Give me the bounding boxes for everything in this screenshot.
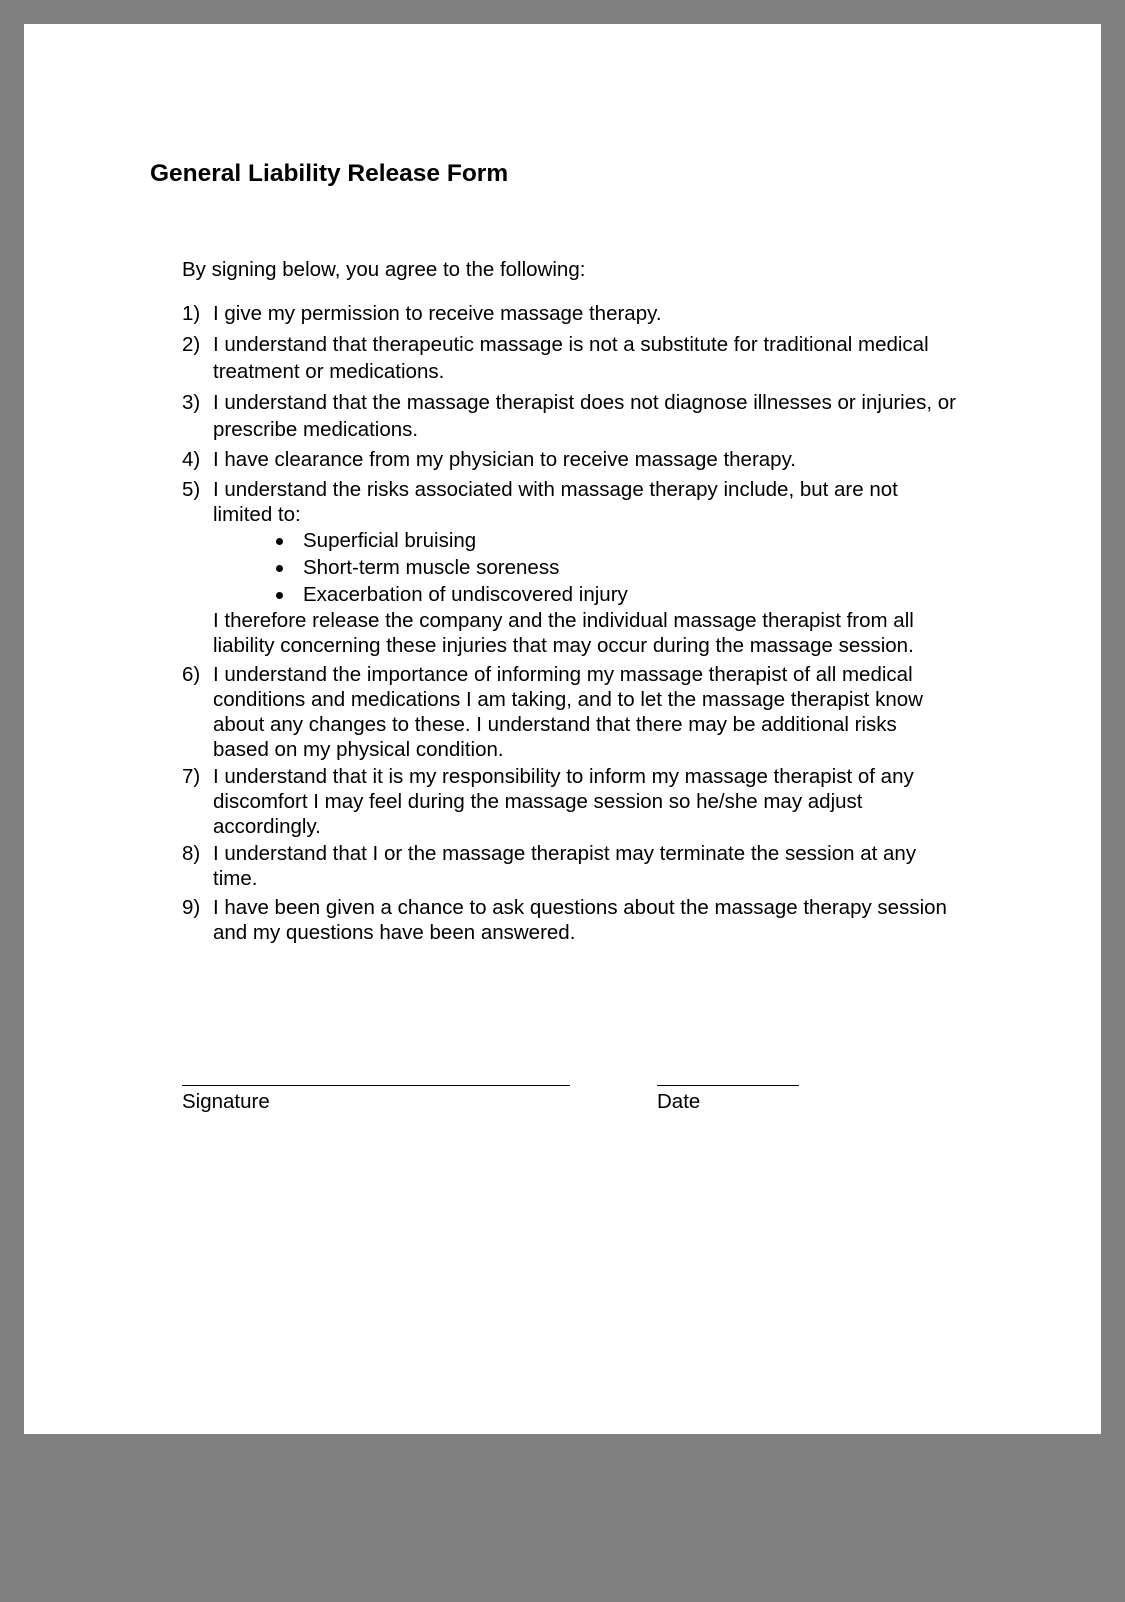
bullet-dot-icon	[276, 538, 283, 545]
item-text: I give my permission to receive massage therapy.	[213, 302, 662, 325]
item-text: I understand that the massage therapist does not diagnose illnesses or injuries, or prescribe medications.	[213, 391, 956, 441]
bullet-text: Superficial bruising	[303, 529, 477, 552]
date-line[interactable]	[657, 1085, 799, 1086]
item-number: 7)	[182, 765, 201, 788]
list-item	[182, 477, 1002, 658]
list-item	[182, 895, 1002, 945]
bullet-item	[271, 554, 1002, 581]
item-number: 3)	[182, 391, 201, 414]
release-statement: I therefore release the company and the individual massage therapist from all liability concerning these injuries that may occur during the massage session.	[213, 609, 914, 657]
item-text: I understand that I or the massage therapist may terminate the session at any time.	[213, 842, 917, 890]
item-number: 2)	[182, 333, 201, 356]
item-number: 6)	[182, 663, 201, 686]
item-text: I understand the importance of informing my massage therapist of all medical conditions and medications I am taking, and to let the massage therapist know about any changes to these. I understand that there may be additional risks based on my physical condition.	[213, 663, 923, 761]
risk-bullet-list	[271, 527, 1002, 608]
date-label: Date	[657, 1090, 701, 1113]
bullet-item	[271, 581, 1002, 608]
signature-label: Signature	[182, 1090, 270, 1113]
item-text: I understand that it is my responsibility to inform my massage therapist of any discomfort I may feel during the massage session so he/she may adjust accordingly.	[213, 765, 914, 838]
list-item	[182, 301, 1002, 326]
list-item	[182, 764, 1002, 839]
bullet-text: Short-term muscle soreness	[303, 556, 560, 579]
item-number: 1)	[182, 302, 201, 325]
item-number: 8)	[182, 842, 201, 865]
list-item	[182, 662, 1002, 762]
bullet-text: Exacerbation of undiscovered injury	[303, 583, 628, 606]
list-item	[182, 389, 1002, 443]
item-number: 9)	[182, 896, 201, 919]
list-item	[182, 331, 1002, 385]
document-page	[24, 24, 1101, 1434]
bullet-dot-icon	[276, 592, 283, 599]
item-number: 5)	[182, 478, 201, 501]
item-text: I have clearance from my physician to receive massage therapy.	[213, 448, 796, 471]
form-title: General Liability Release Form	[150, 160, 509, 187]
item-number: 4)	[182, 448, 201, 471]
bullet-item	[271, 527, 1002, 554]
list-item	[182, 841, 1002, 891]
intro-text: By signing below, you agree to the following:	[182, 258, 586, 281]
bullet-dot-icon	[276, 565, 283, 572]
item-text: I understand that therapeutic massage is not a substitute for traditional medical treatment or medications.	[213, 333, 929, 383]
list-item	[182, 447, 1002, 472]
item-text: I have been given a chance to ask questions about the massage therapy session and my questions have been answered.	[213, 896, 947, 944]
signature-line[interactable]	[182, 1085, 570, 1086]
item-text: I understand the risks associated with massage therapy include, but are not limited to:	[213, 478, 898, 526]
